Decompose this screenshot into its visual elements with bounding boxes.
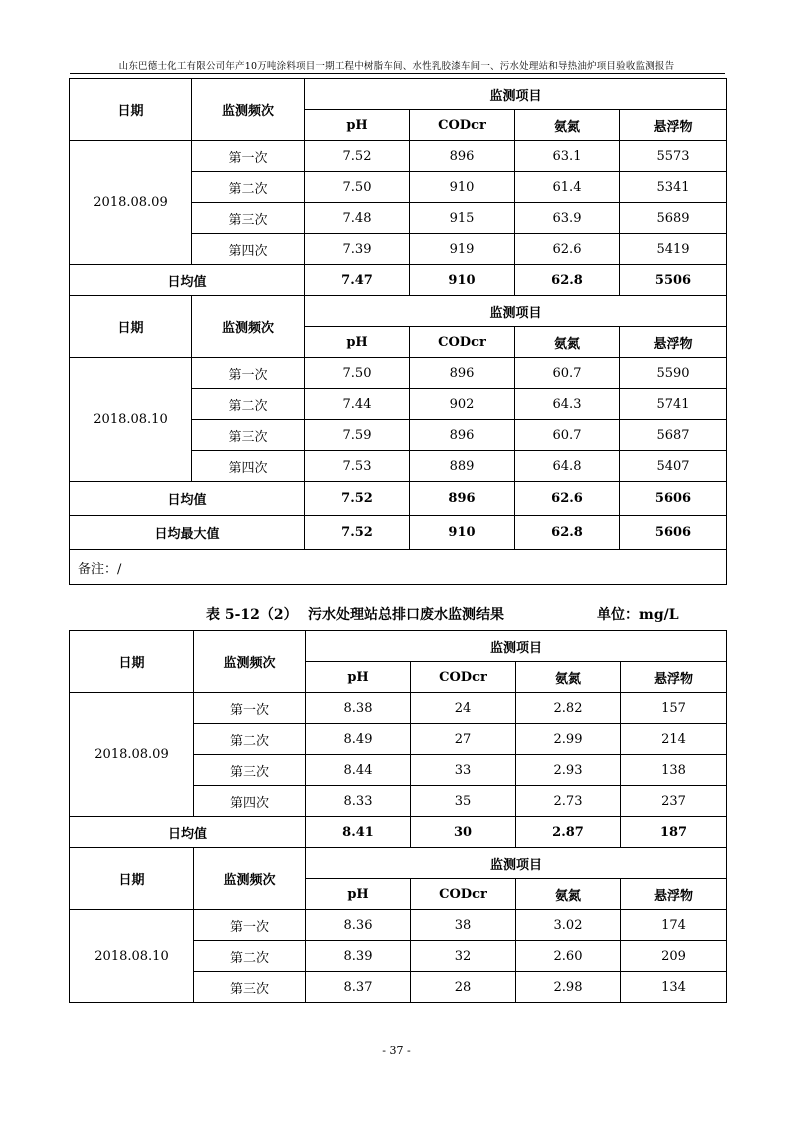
date-cell: 2018.08.09 [70, 141, 192, 265]
ammonia-cell: 64.3 [515, 389, 620, 420]
daily-average-label: 日均值 [70, 817, 306, 848]
ammonia-cell: 60.7 [515, 420, 620, 451]
ss-cell: 157 [621, 693, 727, 724]
ph-cell: 8.37 [306, 972, 411, 1003]
ammonia-cell: 2.73 [516, 786, 621, 817]
ss-cell: 5606 [620, 482, 727, 516]
ss-cell: 5590 [620, 358, 727, 389]
freq-cell: 第四次 [192, 234, 305, 265]
cod-cell: 896 [410, 420, 515, 451]
ss-cell: 138 [621, 755, 727, 786]
ammonia-cell: 2.98 [516, 972, 621, 1003]
ss-cell: 5606 [620, 516, 727, 550]
caption-title: 污水处理站总排口废水监测结果 [308, 607, 504, 623]
frequency-header: 监测频次 [192, 79, 305, 141]
ammonia-cell: 64.8 [515, 451, 620, 482]
cod-cell: 910 [410, 172, 515, 203]
table-row [70, 693, 727, 724]
ph-cell: 8.44 [306, 755, 411, 786]
ammonia-cell: 62.8 [515, 516, 620, 550]
cod-cell: 30 [411, 817, 516, 848]
table-row [70, 141, 727, 172]
cod-cell: 915 [410, 203, 515, 234]
ph-cell: 8.36 [306, 910, 411, 941]
ammonia-cell: 61.4 [515, 172, 620, 203]
ph-cell: 8.41 [306, 817, 411, 848]
ph-cell: 7.39 [305, 234, 410, 265]
date-header: 日期 [70, 631, 194, 693]
ph-cell: 7.50 [305, 172, 410, 203]
ss-cell: 5341 [620, 172, 727, 203]
freq-cell: 第三次 [194, 972, 306, 1003]
frequency-header: 监测频次 [194, 631, 306, 693]
ss-cell: 209 [621, 941, 727, 972]
ammonia-cell: 2.99 [516, 724, 621, 755]
ammonia-cell: 62.6 [515, 234, 620, 265]
caption-unit: 单位：mg/L [597, 607, 679, 623]
freq-cell: 第一次 [194, 693, 306, 724]
ammonia-cell: 63.9 [515, 203, 620, 234]
freq-cell: 第三次 [192, 203, 305, 234]
freq-cell: 第二次 [194, 941, 306, 972]
freq-cell: 第一次 [192, 141, 305, 172]
page-number: - 37 - [382, 1044, 411, 1057]
cod-cell: 910 [410, 265, 515, 296]
items-header: 监测项目 [306, 631, 727, 662]
ph-cell: 7.53 [305, 451, 410, 482]
date-header: 日期 [70, 79, 192, 141]
daily-average-label: 日均值 [70, 482, 305, 516]
monitoring-table-2 [69, 630, 727, 1003]
cod-cell: 32 [411, 941, 516, 972]
cod-cell: 919 [410, 234, 515, 265]
ammonia-cell: 2.87 [516, 817, 621, 848]
running-header: 山东巴德士化工有限公司年产10万吨涂料项目一期工程中树脂车间、水性乳胶漆车间一、污水处理站和导热油炉项目验收监测报告 [118, 61, 675, 72]
ss-cell: 5741 [620, 389, 727, 420]
date-cell: 2018.08.09 [70, 693, 194, 817]
cod-cell: 28 [411, 972, 516, 1003]
cod-cell: 889 [410, 451, 515, 482]
col-cod: CODcr [411, 662, 516, 693]
date-header: 日期 [70, 296, 192, 358]
col-ss: 悬浮物 [621, 879, 727, 910]
freq-cell: 第三次 [192, 420, 305, 451]
ammonia-cell: 62.6 [515, 482, 620, 516]
freq-cell: 第二次 [194, 724, 306, 755]
col-cod: CODcr [410, 327, 515, 358]
cod-cell: 35 [411, 786, 516, 817]
daily-average-row [70, 817, 727, 848]
col-ammonia: 氨氮 [515, 110, 620, 141]
frequency-header: 监测频次 [192, 296, 305, 358]
ph-cell: 7.47 [305, 265, 410, 296]
daily-max-label: 日均最大值 [70, 516, 305, 550]
ph-cell: 8.39 [306, 941, 411, 972]
freq-cell: 第三次 [194, 755, 306, 786]
ss-cell: 5573 [620, 141, 727, 172]
ammonia-cell: 3.02 [516, 910, 621, 941]
ss-cell: 237 [621, 786, 727, 817]
cod-cell: 910 [410, 516, 515, 550]
date-cell: 2018.08.10 [70, 358, 192, 482]
items-header: 监测项目 [306, 848, 727, 879]
ph-cell: 7.52 [305, 482, 410, 516]
ph-cell: 7.52 [305, 516, 410, 550]
ss-cell: 214 [621, 724, 727, 755]
col-cod: CODcr [410, 110, 515, 141]
freq-cell: 第一次 [194, 910, 306, 941]
date-cell: 2018.08.10 [70, 910, 194, 1003]
ammonia-cell: 2.93 [516, 755, 621, 786]
ss-cell: 5419 [620, 234, 727, 265]
col-ammonia: 氨氮 [516, 662, 621, 693]
cod-cell: 896 [410, 141, 515, 172]
note-cell: 备注：/ [70, 550, 727, 585]
cod-cell: 38 [411, 910, 516, 941]
monitoring-table-1 [69, 78, 727, 585]
freq-cell: 第二次 [192, 172, 305, 203]
ph-cell: 7.50 [305, 358, 410, 389]
col-ss: 悬浮物 [620, 110, 727, 141]
frequency-header: 监测频次 [194, 848, 306, 910]
ph-cell: 7.52 [305, 141, 410, 172]
table-row [70, 358, 727, 389]
ammonia-cell: 2.82 [516, 693, 621, 724]
ss-cell: 5689 [620, 203, 727, 234]
freq-cell: 第四次 [192, 451, 305, 482]
ss-cell: 174 [621, 910, 727, 941]
freq-cell: 第一次 [192, 358, 305, 389]
items-header: 监测项目 [305, 296, 727, 327]
ph-cell: 7.48 [305, 203, 410, 234]
ss-cell: 134 [621, 972, 727, 1003]
cod-cell: 33 [411, 755, 516, 786]
cod-cell: 902 [410, 389, 515, 420]
ss-cell: 5506 [620, 265, 727, 296]
ph-cell: 8.33 [306, 786, 411, 817]
col-ph: pH [306, 879, 411, 910]
header-rule [70, 73, 725, 74]
ss-cell: 5407 [620, 451, 727, 482]
col-ph: pH [305, 327, 410, 358]
daily-average-label: 日均值 [70, 265, 305, 296]
cod-cell: 896 [410, 358, 515, 389]
ammonia-cell: 63.1 [515, 141, 620, 172]
items-header: 监测项目 [305, 79, 727, 110]
ph-cell: 8.38 [306, 693, 411, 724]
cod-cell: 24 [411, 693, 516, 724]
col-ph: pH [306, 662, 411, 693]
freq-cell: 第二次 [192, 389, 305, 420]
ph-cell: 7.59 [305, 420, 410, 451]
caption-number: 表 5-12（2） [206, 607, 298, 623]
ss-cell: 5687 [620, 420, 727, 451]
cod-cell: 896 [410, 482, 515, 516]
freq-cell: 第四次 [194, 786, 306, 817]
daily-max-row [70, 516, 727, 550]
col-cod: CODcr [411, 879, 516, 910]
col-ph: pH [305, 110, 410, 141]
ph-cell: 8.49 [306, 724, 411, 755]
ammonia-cell: 2.60 [516, 941, 621, 972]
col-ammonia: 氨氮 [515, 327, 620, 358]
ss-cell: 187 [621, 817, 727, 848]
ph-cell: 7.44 [305, 389, 410, 420]
date-header: 日期 [70, 848, 194, 910]
cod-cell: 27 [411, 724, 516, 755]
col-ammonia: 氨氮 [516, 879, 621, 910]
ammonia-cell: 62.8 [515, 265, 620, 296]
daily-average-row [70, 482, 727, 516]
daily-average-row [70, 265, 727, 296]
note-row [70, 550, 727, 585]
ammonia-cell: 60.7 [515, 358, 620, 389]
col-ss: 悬浮物 [621, 662, 727, 693]
col-ss: 悬浮物 [620, 327, 727, 358]
table-row [70, 910, 727, 941]
